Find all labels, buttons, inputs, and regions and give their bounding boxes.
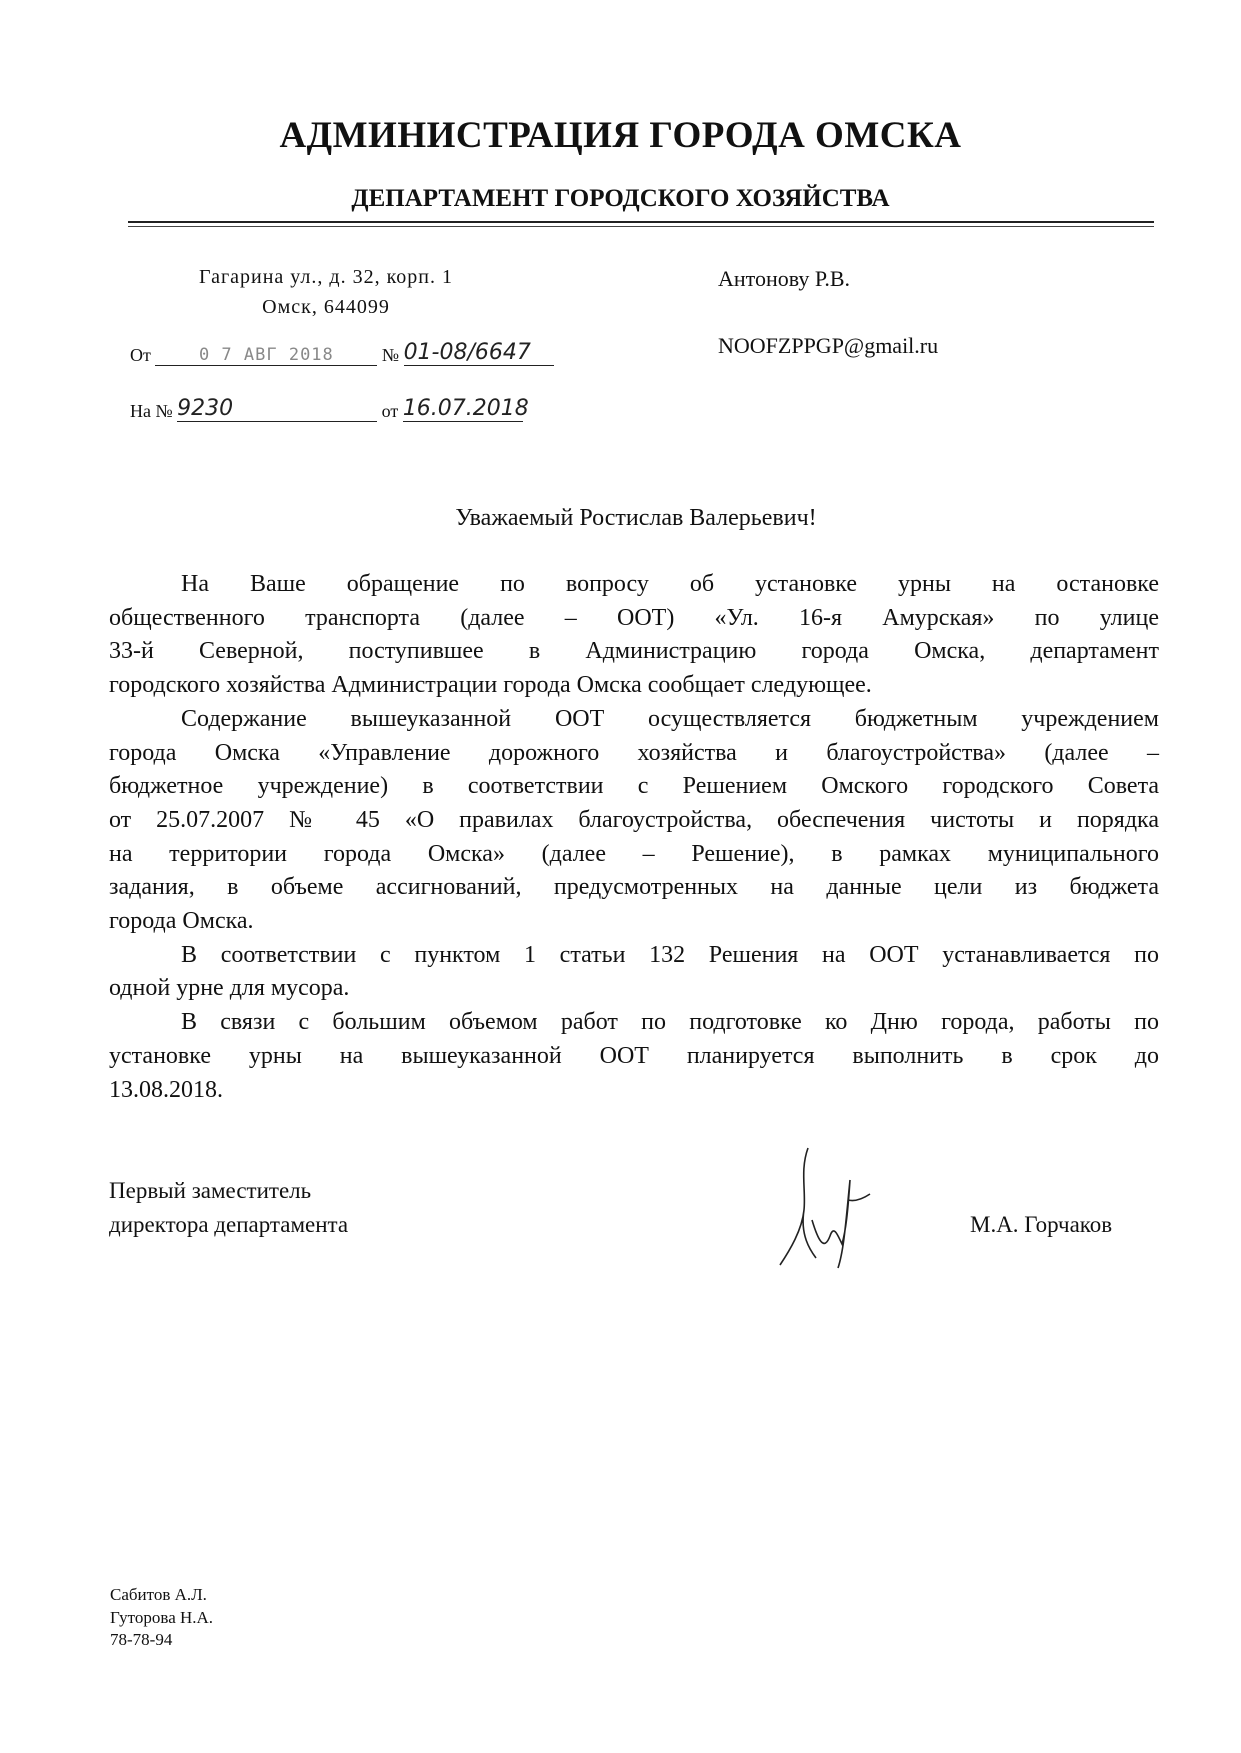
text-line: общественного транспорта (далее – ООТ) «Ул. 16-я Амурская» по улице [109, 604, 1159, 631]
text-line: задания, в объеме ассигнований, предусмотренных на данные цели из бюджета [109, 874, 1159, 901]
paragraph [109, 568, 1159, 703]
greeting: Уважаемый Ростислав Валерьевич! [455, 505, 817, 531]
paragraph [109, 939, 1159, 1006]
text-line: 33-й Северной, поступившее в Администрацию города Омска, департамент [109, 638, 1159, 665]
sender-address [150, 262, 502, 322]
executor-2: Гуторова Н.А. [110, 1607, 214, 1627]
from-label: От [130, 345, 151, 365]
text-line: на территории города Омска» (далее – Решение), в рамках муниципального [109, 840, 1159, 867]
reply-date: 16.07.2018 [402, 396, 529, 421]
department-title: ДЕПАРТАМЕНТ ГОРОДСКОГО ХОЗЯЙСТВА [351, 185, 890, 212]
outgoing-number: 01-08/6647 [404, 340, 554, 366]
text-line: 13.08.2018. [109, 1076, 223, 1103]
text-line: от 25.07.2007 № 45 «О правилах благоустройства, обеспечения чистоты и порядка [109, 806, 1159, 833]
address-line-1: Гагарина ул., д. 32, корп. 1 [199, 266, 453, 288]
reply-number: 9230 [177, 396, 377, 422]
signatory-name: М.А. Горчаков [970, 1212, 1113, 1237]
reply-date-label: от [381, 401, 399, 421]
text-line: бюджетное учреждение) в соответствии с Решением Омского городского Совета [109, 773, 1159, 800]
executor-phone: 78-78-94 [110, 1630, 173, 1649]
header-divider [128, 221, 1154, 223]
recipient-name: Антонову Р.В. [718, 266, 851, 291]
paragraph [109, 703, 1159, 939]
executor-info [110, 1584, 213, 1652]
header-divider-thin [128, 226, 1154, 227]
organization-title: АДМИНИСТРАЦИЯ ГОРОДА ОМСКА [279, 115, 962, 156]
reply-label: На № [130, 401, 173, 421]
address-line-2: Омск, 644099 [262, 296, 390, 318]
letter-body [109, 568, 1159, 1107]
position-line-1: Первый заместитель [109, 1178, 312, 1203]
outgoing-date-stamp: 0 7 АВГ 2018 [155, 345, 377, 366]
text-line: Содержание вышеуказанной ООТ осуществляется бюджетным учреждением [181, 705, 1159, 732]
text-line: города Омска. [109, 908, 254, 935]
outgoing-registration [130, 340, 554, 366]
executor-1: Сабитов А.Л. [110, 1585, 207, 1604]
text-line: одной урне для мусора. [109, 975, 350, 1002]
text-line: городского хозяйства Администрации города Омска сообщает следующее. [109, 672, 872, 699]
position-line-2: директора департамента [109, 1212, 349, 1237]
text-line: установке урны на вышеуказанной ООТ планируется выполнить в срок до [109, 1042, 1159, 1069]
signatory-position [109, 1174, 348, 1242]
reply-registration [130, 396, 529, 422]
handwritten-signature [760, 1140, 890, 1270]
recipient-email: NOOFZPPGP@gmail.ru [718, 333, 939, 358]
text-line: В связи с большим объемом работ по подготовке ко Дню города, работы по [181, 1009, 1159, 1036]
text-line: города Омска «Управление дорожного хозяйства и благоустройства» (далее – [109, 739, 1159, 766]
text-line: На Ваше обращение по вопросу об установке урны на остановке [181, 571, 1159, 597]
paragraph [109, 1006, 1159, 1107]
number-label: № [381, 345, 400, 365]
text-line: В соответствии с пунктом 1 статьи 132 Решения на ООТ устанавливается по [181, 941, 1159, 968]
